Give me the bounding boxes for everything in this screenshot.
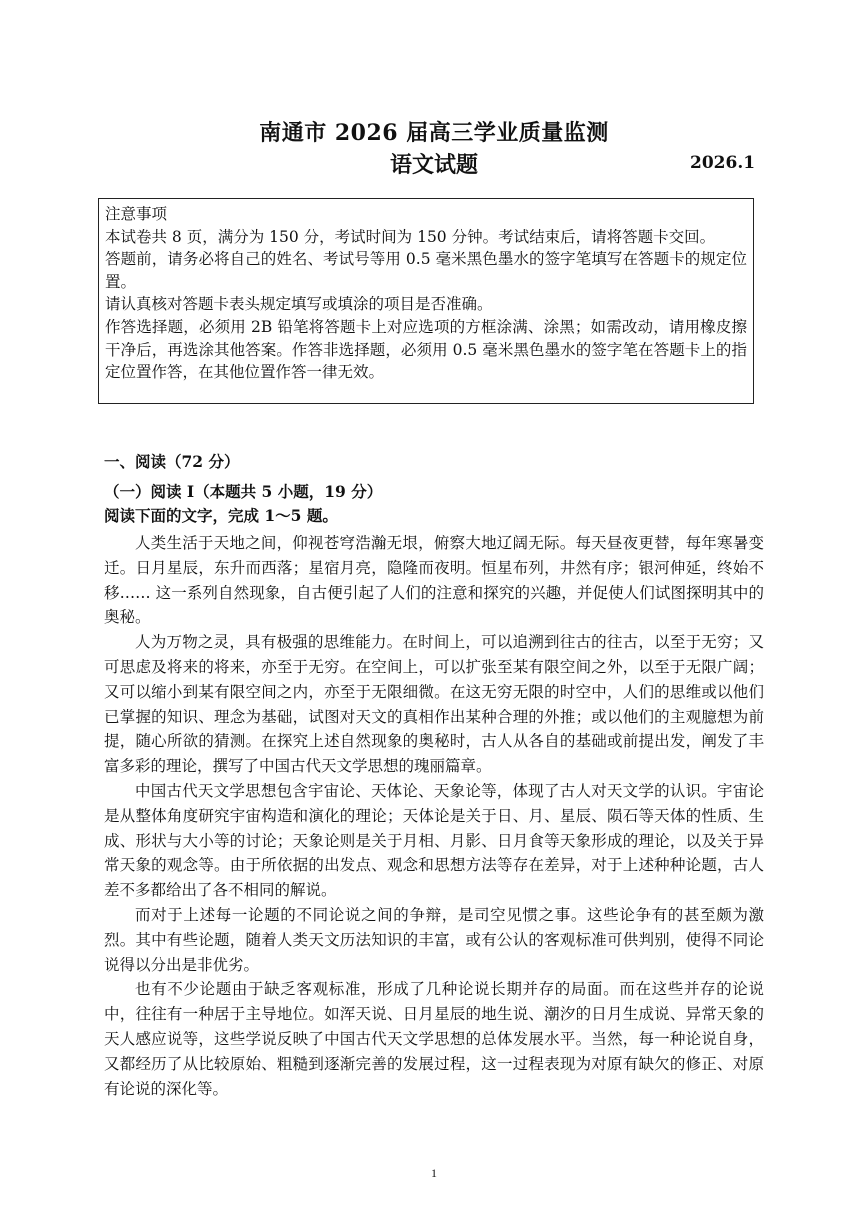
passage-paragraph: 而对于上述每一论题的不同论说之间的争辩，是司空见惯之事。这些论争有的甚至颇为激烈。其中有些论题，随着人类天文历法知识的丰富，或有公认的客观标准可供判别，使得不同论说得以分出是非优劣。 <box>104 905 764 974</box>
notice-item: 本试卷共 8 页，满分为 150 分，考试时间为 150 分钟。考试结束后，请将答题卡交回。 <box>105 227 716 246</box>
reading-section <box>104 451 764 1101</box>
reading-instruction: 阅读下面的文字，完成 1～5 题。 <box>104 506 338 525</box>
notice-item: 答题前，请务必将自己的姓名、考试号等用 0.5 毫米黑色墨水的签字笔填写在答题卡的规定位置。 <box>105 250 747 291</box>
exam-date: 2026.1 <box>690 153 756 173</box>
exam-subject-title: 语文试题 <box>389 152 478 178</box>
notice-box <box>98 198 754 404</box>
notice-item: 请认真核对答题卡表头规定填写或填涂的项目是否准确。 <box>105 295 493 314</box>
section-heading: 一、阅读（72 分） <box>104 452 240 471</box>
notice-item: 作答选择题，必须用 2B 铅笔将答题卡上对应选项的方框涂满、涂黑；如需改动，请用橡皮擦干净后，再选涂其他答案。作答非选择题，必须用 0.5 毫米黑色墨水的签字笔在答题卡上的指定位置作答，在其他位置作答一律无效。 <box>105 317 747 382</box>
passage-paragraph: 也有不少论题由于缺乏客观标准，形成了几种论说长期并存的局面。而在这些并存的论说中，往往有一种居于主导地位。如浑天说、日月星辰的地生说、潮汐的日月生成说、异常天象的天人感应说等，这些学说反映了中国古代天文学思想的总体发展水平。当然，每一种论说自身，又都经历了从比较原始、粗糙到逐渐完善的发展过程，这一过程表现为对原有缺欠的修正、对原有论说的深化等。 <box>104 980 764 1098</box>
page-number: 1 <box>431 1166 437 1180</box>
notice-heading: 注意事项 <box>105 205 168 223</box>
passage-paragraph: 人为万物之灵，具有极强的思维能力。在时间上，可以追溯到往古的往古，以至于无穷；又可思虑及将来的将来，亦至于无穷。在空间上，可以扩张至某有限空间之外，以至于无限广阔；又可以缩小到某有限空间之内，亦至于无限细微。在这无穷无限的时空中，人们的思维或以他们已掌握的知识、理念为基础，试图对天文的真相作出某种合理的外推；或以他们的主观臆想为前提，随心所欲的猜测。在探究上述自然现象的奥秘时，古人从各自的基础或前提出发，阐发了丰富多彩的理论，撰写了中国古代天文学思想的瑰丽篇章。 <box>104 633 764 776</box>
exam-title: 南通市 2026 届高三学业质量监测 <box>259 120 609 146</box>
subsection-heading: （一）阅读 Ⅰ（本题共 5 小题，19 分） <box>104 482 383 501</box>
passage-paragraph: 中国古代天文学思想包含宇宙论、天体论、天象论等，体现了古人对天文学的认识。宇宙论是从整体角度研究宇宙构造和演化的理论；天体论是关于日、月、星辰、陨石等天体的性质、生成、形状与大小等的讨论；天象论则是关于月相、月影、日月食等天象形成的理论，以及关于异常天象的观念等。由于所依据的出发点、观念和思想方法等存在差异，对于上述种种论题，古人差不多都给出了各不相同的解说。 <box>104 781 764 900</box>
passage-paragraph: 人类生活于天地之间，仰视苍穹浩瀚无垠，俯察大地辽阔无际。每天昼夜更替，每年寒暑变迁。日月星辰，东升而西落；星宿月亮，隐隆而夜明。恒星布列，井然有序；银河伸延，终始不移…… 这一系列自然现象，自古便引起了人们的注意和探究的兴趣，并促使人们试图探明其中的奥秘。 <box>104 534 764 627</box>
